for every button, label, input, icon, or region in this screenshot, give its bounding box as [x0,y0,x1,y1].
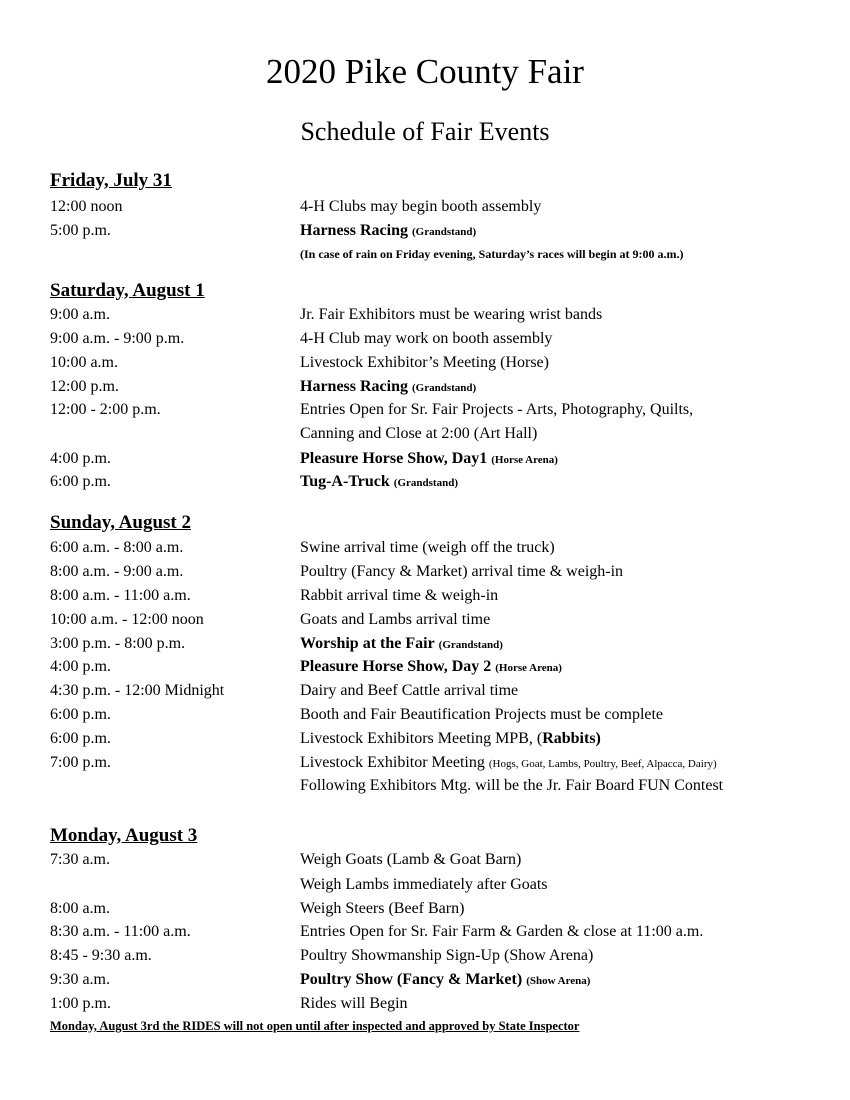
page-subtitle: Schedule of Fair Events [300,117,550,146]
schedule-row [0,448,850,470]
event-note: (In case of rain on Friday evening, Saturday’s races will begin at 9:00 a.m.) [300,247,684,261]
event-description [300,728,601,750]
event-description: Livestock Exhibitor’s Meeting (Horse) [300,354,549,371]
event-title: Harness Racing [300,222,408,239]
event-time: 6:00 a.m. - 8:00 a.m. [50,539,184,556]
event-description [300,448,558,471]
day-heading-sunday: Sunday, August 2 [50,512,191,533]
event-time: 8:00 a.m. - 9:00 a.m. [50,563,184,580]
event-description [300,752,717,775]
event-location: (Show Arena) [526,975,591,987]
schedule-row [0,220,850,242]
schedule-row [0,633,850,655]
schedule-row [0,537,850,559]
schedule-row [0,945,850,967]
schedule-row [0,585,850,607]
schedule-row [0,656,850,678]
day-heading-monday: Monday, August 3 [50,825,198,846]
event-time: 3:00 p.m. - 8:00 p.m. [50,635,186,652]
event-description: Canning and Close at 2:00 (Art Hall) [300,425,538,442]
schedule-row [0,752,850,774]
day-heading-friday: Friday, July 31 [50,170,172,191]
schedule-row [0,328,850,350]
event-description: Swine arrival time (weigh off the truck) [300,539,555,556]
event-time: 6:00 p.m. [50,730,111,747]
schedule-row [0,609,850,631]
event-time: 9:00 a.m. - 9:00 p.m. [50,330,185,347]
schedule-row [0,423,850,445]
event-title: Pleasure Horse Show, Day1 [300,450,488,467]
event-title: Harness Racing [300,378,408,395]
schedule-row [0,993,850,1015]
event-description: Poultry Showmanship Sign-Up (Show Arena) [300,947,594,964]
event-time: 10:00 a.m. [50,354,118,371]
event-location: (Grandstand) [412,226,477,238]
event-description: Rabbit arrival time & weigh-in [300,587,499,604]
event-time: 5:00 p.m. [50,222,111,239]
schedule-row [0,399,850,421]
schedule-row [0,969,850,991]
event-time: 7:30 a.m. [50,851,110,868]
schedule-row [0,376,850,398]
event-time: 9:30 a.m. [50,971,110,988]
event-time: 9:00 a.m. [50,306,110,323]
event-location: (Horse Arena) [491,454,558,466]
schedule-row [0,243,850,265]
event-description [300,969,590,992]
event-time: 4:30 p.m. - 12:00 Midnight [50,682,225,699]
event-description: Weigh Lambs immediately after Goats [300,876,548,893]
event-emphasis: Rabbits) [542,730,601,747]
schedule-row [0,196,850,218]
event-title: Tug-A-Truck [300,473,390,490]
event-description [300,471,458,494]
schedule-row [0,352,850,374]
event-description: Following Exhibitors Mtg. will be the Jr. Fair Board FUN Contest [300,777,724,794]
event-time: 8:30 a.m. - 11:00 a.m. [50,923,191,940]
event-description: Poultry (Fancy & Market) arrival time & weigh-in [300,563,624,580]
schedule-row [0,304,850,326]
event-location: (Horse Arena) [495,662,562,674]
event-time: 12:00 p.m. [50,378,119,395]
rides-notice: Monday, August 3rd the RIDES will not open until after inspected and approved by State Inspector [50,1019,580,1033]
day-heading-saturday: Saturday, August 1 [50,280,205,301]
event-time: 7:00 p.m. [50,754,111,771]
schedule-row [0,561,850,583]
event-location: (Grandstand) [438,639,503,651]
event-description: 4-H Clubs may begin booth assembly [300,198,542,215]
event-description: Jr. Fair Exhibitors must be wearing wrist bands [300,306,603,323]
event-detail: (Hogs, Goat, Lambs, Poultry, Beef, Alpacca, Dairy) [488,758,717,770]
event-description: Entries Open for Sr. Fair Farm & Garden & close at 11:00 a.m. [300,923,704,940]
schedule-row [0,704,850,726]
schedule-row [0,471,850,493]
event-time: 1:00 p.m. [50,995,111,1012]
event-description [300,376,476,399]
schedule-row [0,728,850,750]
event-time: 4:00 p.m. [50,450,111,467]
event-time: 8:00 a.m. - 11:00 a.m. [50,587,191,604]
schedule-row [0,898,850,920]
event-description: 4-H Club may work on booth assembly [300,330,553,347]
schedule-row [0,921,850,943]
schedule-row [0,775,850,797]
event-location: (Grandstand) [393,477,458,489]
event-title: Livestock Exhibitor Meeting [300,754,485,771]
event-time: 8:45 - 9:30 a.m. [50,947,152,964]
event-description: Weigh Steers (Beef Barn) [300,900,465,917]
event-title: Pleasure Horse Show, Day 2 [300,658,492,675]
schedule-row [0,849,850,871]
event-description [300,633,503,656]
event-title: Poultry Show (Fancy & Market) [300,971,523,988]
event-title: Worship at the Fair [300,635,435,652]
event-time: 8:00 a.m. [50,900,110,917]
event-description: Weigh Goats (Lamb & Goat Barn) [300,851,522,868]
page-title: 2020 Pike County Fair [266,52,584,91]
event-description: Booth and Fair Beautification Projects must be complete [300,706,664,723]
event-time: 10:00 a.m. - 12:00 noon [50,611,204,628]
schedule-row [0,874,850,896]
event-location: (Grandstand) [412,382,477,394]
event-description: Entries Open for Sr. Fair Projects - Arts, Photography, Quilts, [300,401,694,418]
event-text: Livestock Exhibitors Meeting MPB, ( [300,730,543,747]
event-time: 6:00 p.m. [50,706,111,723]
schedule-row [0,680,850,702]
event-description [300,220,476,243]
event-description [300,656,562,679]
event-time: 12:00 - 2:00 p.m. [50,401,161,418]
event-description: Rides will Begin [300,995,408,1012]
event-description: Dairy and Beef Cattle arrival time [300,682,519,699]
event-description: Goats and Lambs arrival time [300,611,491,628]
event-time: 12:00 noon [50,198,123,215]
event-time: 4:00 p.m. [50,658,111,675]
event-time: 6:00 p.m. [50,473,111,490]
